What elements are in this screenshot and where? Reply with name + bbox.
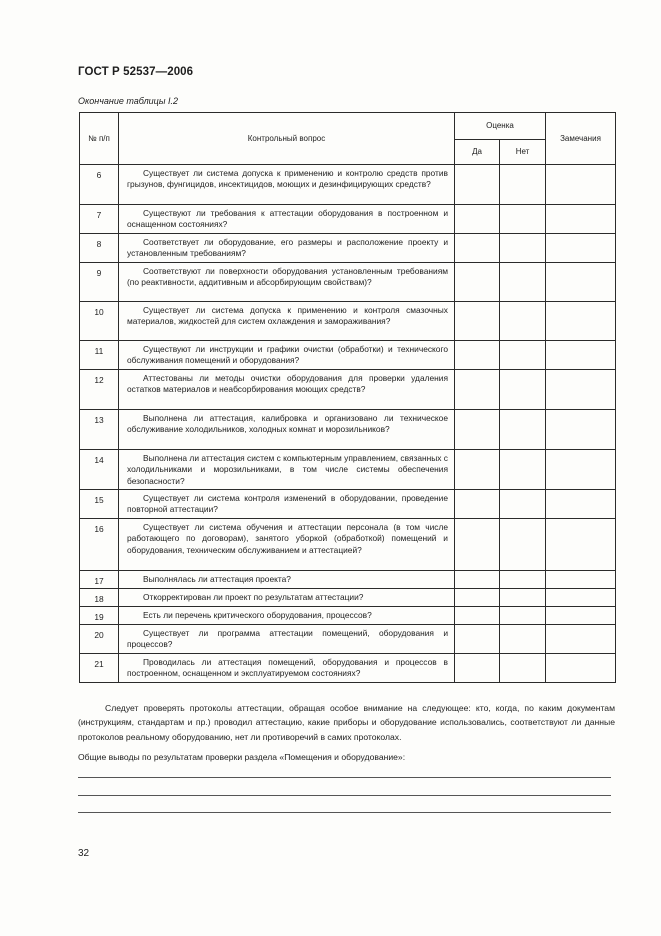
- yes-cell[interactable]: [455, 262, 500, 301]
- row-question-cell: [119, 518, 455, 570]
- yes-cell[interactable]: [455, 233, 500, 262]
- remarks-cell[interactable]: [546, 262, 616, 301]
- row-number: 14: [80, 449, 119, 489]
- paragraph-protocols: Следует проверять протоколы аттестации, обращая особое внимание на следующее: кто, когда, по каким документам (инструкциям, стандартам и пр.) проводил аттестацию, какие приборы и оборудование использовались, соответствуют ли данные протоколов реальному оборудованию, нет ли противоречий в самих протоколах.: [78, 703, 615, 742]
- remarks-cell[interactable]: [546, 233, 616, 262]
- row-question-cell: [119, 233, 455, 262]
- no-cell[interactable]: [500, 369, 546, 409]
- row-question: Существует ли система обучения и аттестации персонала (в том числе работающего по договорам), занятого уборкой (обработкой) помещений и оборудования, техническим обслуживанием и аттестацией?: [127, 521, 448, 555]
- paragraph-conclusions: Общие выводы по результатам проверки раздела «Помещения и оборудование»:: [78, 752, 406, 762]
- no-cell[interactable]: [500, 606, 546, 624]
- yes-cell[interactable]: [455, 301, 500, 340]
- remarks-cell[interactable]: [546, 165, 616, 205]
- header-remarks: Замечания: [546, 113, 616, 165]
- row-question: Аттестованы ли методы очистки оборудования для проверки удаления остатков материалов и неабсорбирования моющих средств?: [127, 372, 448, 395]
- header-yes: Да: [455, 140, 500, 165]
- table-row: [80, 409, 616, 449]
- row-number: 18: [80, 588, 119, 606]
- no-cell[interactable]: [500, 653, 546, 682]
- remarks-cell[interactable]: [546, 570, 616, 588]
- row-question-cell: [119, 301, 455, 340]
- remarks-cell[interactable]: [546, 409, 616, 449]
- yes-cell[interactable]: [455, 490, 500, 519]
- row-question: Существует ли программа аттестации помещений, оборудования и процессов?: [127, 627, 448, 650]
- table-row: [80, 588, 616, 606]
- row-number: 6: [80, 165, 119, 205]
- row-question: Выполнена ли аттестация систем с компьютерным управлением, связанных с холодильниками и морозильниками, в том числе системы обеспечения безопасности?: [127, 452, 448, 486]
- table-row: [80, 233, 616, 262]
- no-cell[interactable]: [500, 409, 546, 449]
- no-cell[interactable]: [500, 301, 546, 340]
- row-question-cell: [119, 205, 455, 234]
- table-row: [80, 165, 616, 205]
- row-question: Существует ли система допуска к применению и контролю средств против грызунов, фунгицидов, инсектицидов, моющих и дезинфицирующих средств?: [127, 168, 448, 190]
- row-question: Существуют ли требования к аттестации оборудования в построенном и оснащенном состояниях?: [127, 208, 448, 230]
- remarks-cell[interactable]: [546, 490, 616, 519]
- row-question-cell: [119, 262, 455, 301]
- header-assessment: Оценка: [455, 113, 546, 140]
- table-row: [80, 606, 616, 624]
- yes-cell[interactable]: [455, 449, 500, 489]
- conclusion-line-1[interactable]: [78, 777, 611, 778]
- row-question-cell: [119, 165, 455, 205]
- table-row: [80, 340, 616, 369]
- row-number: 17: [80, 570, 119, 588]
- row-question-cell: [119, 606, 455, 624]
- standard-number: ГОСТ Р 52537—2006: [78, 66, 194, 78]
- row-question: Выполнена ли аттестация, калибровка и организовано ли техническое обслуживание холодильников, холодных комнат и морозильников?: [127, 412, 448, 435]
- row-question: Выполнялась ли аттестация проекта?: [143, 573, 291, 584]
- header-no: Нет: [500, 140, 546, 165]
- row-question: Существует ли система допуска к применению и контроля смазочных материалов, жидкостей для систем охлаждения и замораживания?: [127, 304, 448, 327]
- row-question-cell: [119, 653, 455, 682]
- row-number: 16: [80, 518, 119, 570]
- remarks-cell[interactable]: [546, 653, 616, 682]
- row-question-cell: [119, 340, 455, 369]
- row-number: 8: [80, 233, 119, 262]
- conclusion-line-2[interactable]: [78, 795, 611, 796]
- table-row: [80, 262, 616, 301]
- row-number: 11: [80, 340, 119, 369]
- row-number: 12: [80, 369, 119, 409]
- header-num: № п/п: [80, 113, 119, 165]
- row-question: Существует ли система контроля изменений в оборудовании, проведение повторной аттестации?: [127, 493, 448, 515]
- table-row: [80, 369, 616, 409]
- remarks-cell[interactable]: [546, 369, 616, 409]
- row-question-cell: [119, 409, 455, 449]
- remarks-cell[interactable]: [546, 518, 616, 570]
- row-number: 15: [80, 490, 119, 519]
- no-cell[interactable]: [500, 518, 546, 570]
- row-question: Существуют ли инструкции и графики очистки (обработки) и технического обслуживания помещений и оборудования?: [127, 343, 448, 366]
- row-number: 9: [80, 262, 119, 301]
- checklist-table: [79, 112, 616, 683]
- no-cell[interactable]: [500, 624, 546, 653]
- row-number: 21: [80, 653, 119, 682]
- no-cell[interactable]: [500, 449, 546, 489]
- table-row: [80, 449, 616, 489]
- yes-cell[interactable]: [455, 653, 500, 682]
- page-number: 32: [78, 848, 90, 859]
- yes-cell[interactable]: [455, 588, 500, 606]
- no-cell[interactable]: [500, 233, 546, 262]
- row-number: 10: [80, 301, 119, 340]
- row-question: Откорректирован ли проект по результатам аттестации?: [143, 591, 364, 602]
- table-caption: Окончание таблицы I.2: [78, 96, 178, 106]
- no-cell[interactable]: [500, 588, 546, 606]
- row-question-cell: [119, 490, 455, 519]
- row-question-cell: [119, 449, 455, 489]
- yes-cell[interactable]: [455, 369, 500, 409]
- yes-cell[interactable]: [455, 205, 500, 234]
- yes-cell[interactable]: [455, 340, 500, 369]
- row-question: Соответствует ли оборудование, его размеры и расположение проекту и установленным требованиям?: [127, 236, 448, 259]
- table-row: [80, 490, 616, 519]
- no-cell[interactable]: [500, 490, 546, 519]
- row-number: 13: [80, 409, 119, 449]
- remarks-cell[interactable]: [546, 588, 616, 606]
- table-row: [80, 624, 616, 653]
- remarks-cell[interactable]: [546, 301, 616, 340]
- table-row: [80, 653, 616, 682]
- yes-cell[interactable]: [455, 624, 500, 653]
- yes-cell[interactable]: [455, 165, 500, 205]
- row-question: Соответствуют ли поверхности оборудования установленным требованиям (по реактивности, аддитивным и абсорбирующим свойствам)?: [127, 265, 448, 288]
- header-question: Контрольный вопрос: [119, 113, 455, 165]
- no-cell[interactable]: [500, 570, 546, 588]
- remarks-cell[interactable]: [546, 205, 616, 234]
- yes-cell[interactable]: [455, 518, 500, 570]
- table-row: [80, 301, 616, 340]
- row-number: 19: [80, 606, 119, 624]
- no-cell[interactable]: [500, 262, 546, 301]
- no-cell[interactable]: [500, 165, 546, 205]
- row-question: Проводилась ли аттестация помещений, оборудования и процессов в построенном, оснащенном и эксплуатируемом состояниях?: [127, 656, 448, 679]
- row-question-cell: [119, 624, 455, 653]
- table-row: [80, 518, 616, 570]
- table-row: [80, 205, 616, 234]
- no-cell[interactable]: [500, 340, 546, 369]
- remarks-cell[interactable]: [546, 340, 616, 369]
- table-row: [80, 570, 616, 588]
- row-question: Есть ли перечень критического оборудования, процессов?: [143, 609, 372, 620]
- remarks-cell[interactable]: [546, 606, 616, 624]
- row-number: 20: [80, 624, 119, 653]
- conclusion-line-3[interactable]: [78, 812, 611, 813]
- row-question-cell: [119, 369, 455, 409]
- yes-cell[interactable]: [455, 606, 500, 624]
- no-cell[interactable]: [500, 205, 546, 234]
- remarks-cell[interactable]: [546, 449, 616, 489]
- yes-cell[interactable]: [455, 409, 500, 449]
- row-number: 7: [80, 205, 119, 234]
- remarks-cell[interactable]: [546, 624, 616, 653]
- yes-cell[interactable]: [455, 570, 500, 588]
- row-question-cell: [119, 570, 455, 588]
- row-question-cell: [119, 588, 455, 606]
